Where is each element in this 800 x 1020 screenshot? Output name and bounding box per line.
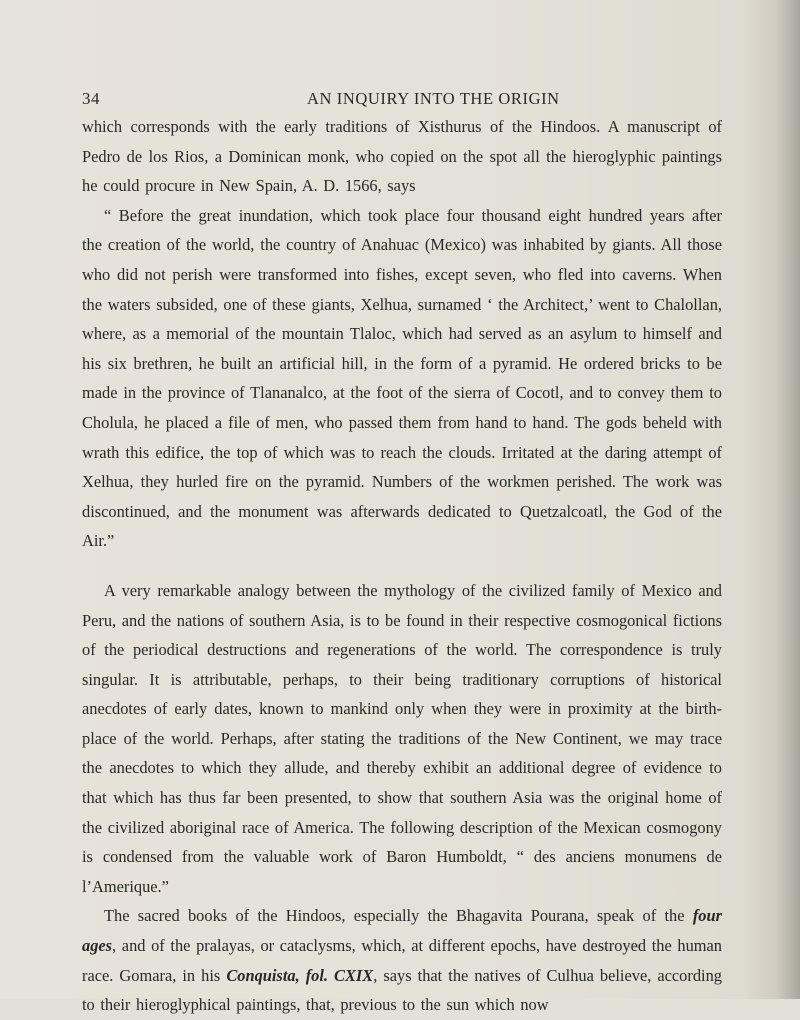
- page-header: [82, 89, 722, 109]
- paragraph: [82, 901, 722, 1019]
- running-head: AN INQUIRY INTO THE ORIGIN: [307, 89, 560, 108]
- body-text: [82, 112, 722, 1020]
- italic-phrase: four ages: [82, 906, 722, 956]
- paragraph-gap: [82, 556, 722, 576]
- text-run: , and of the pralayas, or cataclysms, which, at different epochs, have destroyed the human race. Gomara, in his: [82, 936, 722, 985]
- page-number: 34: [82, 89, 100, 108]
- paragraph: A very remarkable analogy between the mythology of the civilized family of Mexico and Peru, and the nations of southern Asia, is to be found in their respective cosmogonical fictions of the periodical destructions and regenerations of the world. The correspondence is truly singular. It is attributable, perhaps, to their being traditionary corruptions of historical anecdotes of early dates, known to mankind only when they were in proximity at the birth-place of the world. Perhaps, after stating the traditions of the New Continent, we may trace the anecdotes to which they allude, and thereby exhibit an additional degree of evidence to that which has thus far been presented, to show that southern Asia was the original home of the civilized aboriginal race of America. The following description of the Mexican cosmogony is condensed from the valuable work of Baron Humboldt, “ des anciens monumens de l’Amerique.”: [82, 580, 722, 896]
- book-citation: Conquista, fol. CXIX: [226, 965, 374, 985]
- text-run: The sacred books of the Hindoos, especially the Bhagavita Pourana, speak of the: [104, 906, 693, 926]
- paragraph: which corresponds with the early traditions of Xisthurus of the Hindoos. A manuscript of Pedro de los Rios, a Dominican monk, who copied on the spot all the hieroglyphic paintings he could procure in New Spain, A. D. 1566, says: [82, 117, 722, 196]
- text-run: , says that the natives of Culhua believe, according to their hieroglyphical paintings, that, previous to the sun which now: [82, 965, 722, 1015]
- block-quote-paragraph: “ Before the great inundation, which took place four thousand eight hundred years after the creation of the world, the country of Anahuac (Mexico) was inhabited by giants. All those who did not perish were transformed into fishes, except seven, who fled into caverns. When the waters subsided, one of these giants, Xelhua, surnamed ‘ the Architect,’ went to Chalollan, where, as a memorial of the mountain Tlaloc, which had served as an asylum to himself and his six brethren, he built an artificial hill, in the form of a pyramid. He ordered bricks to be made in the province of Tlananalco, at the foot of the sierra of Cocotl, and to convey them to Cholula, he placed a file of men, who passed them from hand to hand. The gods beheld with wrath this edifice, the top of which was to reach the clouds. Irritated at the daring attempt of Xelhua, they hurled fire on the pyramid. Numbers of the workmen perished. The work was discontinued, and the monument was afterwards dedicated to Quetzalcoatl, the God of the Air.”: [82, 205, 722, 551]
